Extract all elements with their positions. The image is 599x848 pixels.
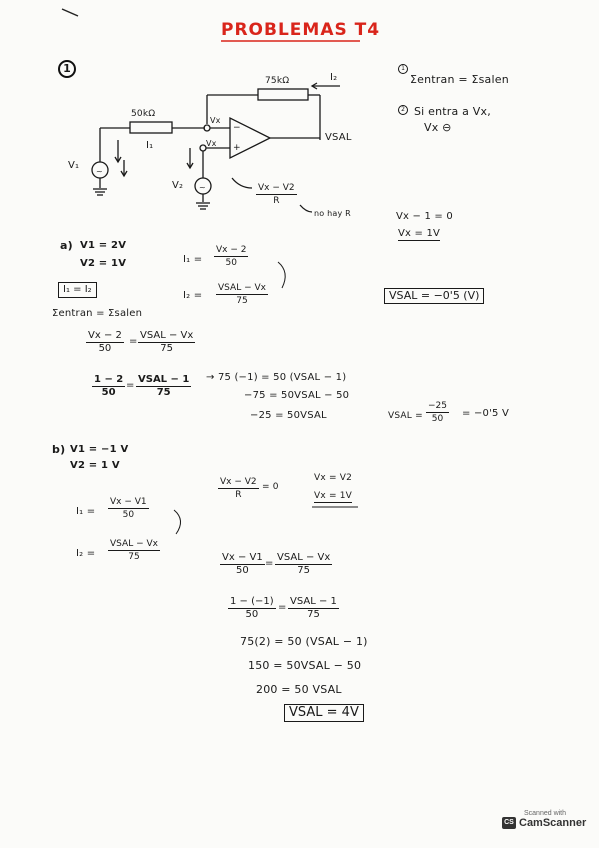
problem-number: 1 (58, 60, 76, 78)
aside-eq2: Vx = 1V (398, 228, 441, 239)
part-b-step2: 150 = 50VSAL − 50 (248, 659, 362, 672)
note2-text-a: Si entra a Vx, (414, 105, 491, 118)
part-b-eq1-lnum: Vx − V1 (222, 552, 263, 563)
part-a-eq1-lnum: Vx − 2 (88, 330, 122, 341)
scanner-brand-row (502, 817, 588, 829)
part-b-eq2-rden: 75 (307, 609, 320, 620)
note1-text: Σentran = Σsalen (410, 73, 509, 86)
label-i2: I₂ (330, 72, 338, 83)
part-b-v2: V2 = 1 V (70, 460, 120, 471)
part-b-r-eq: = 0 (262, 482, 279, 492)
svg-text:~: ~ (96, 167, 103, 176)
label-minus: − (233, 123, 241, 133)
part-a-step3: −25 = 50VSAL (250, 410, 327, 421)
aside-eq1: Vx − 1 = 0 (396, 211, 453, 222)
label-v2: V₂ (172, 180, 184, 191)
part-b-eq1-lden: 50 (235, 565, 249, 576)
label-plus: + (233, 143, 241, 153)
part-a-label: a) (60, 239, 73, 252)
note2-text-b: Vx ⊖ (424, 121, 452, 134)
part-b-eq2-lnum: 1 − (−1) (230, 596, 274, 607)
part-a-i2-lhs: I₂ = (183, 290, 203, 301)
label-vsal: VSAL (325, 132, 352, 143)
part-b-r-num: Vx − V2 (220, 477, 257, 487)
part-b-boxed-result: VSAL = 4V (284, 704, 364, 722)
part-a-eq1-rden: 75 (160, 343, 173, 354)
part-a-i1-lhs: I₁ = (183, 254, 203, 265)
part-a-v2: V2 = 1V (80, 258, 127, 269)
part-b-eq2-right (288, 596, 339, 621)
part-a-i1-den: 50 (225, 258, 237, 268)
part-b-i1-den: 50 (122, 510, 135, 520)
part-a-boxed-result: VSAL = −0'5 (V) (384, 288, 484, 304)
part-a-vsal-num: −25 (428, 401, 447, 411)
notebook-page: PROBLEMAS T4 1 ~ ~ 75kΩ I₂ 50kΩ I₁ Vx Vx − + VSAL V₁ V₂ 1 Σentran = Σsalen 2 Si entra a Vx, Vx ⊖ $\frac{Vx - V2}{R}$ no hay R Vx − 1 = 0 Vx = 1V a) V1 = 2V V2 = 1V I₁ = $\frac{Vx - 2}{50}$ I₂ = VSAL − Vx 75 I₁ = I₂ Σentran = Σsalen VSAL = −0'5 (V) $\frac{Vx - 2}{50}$ = VSAL − Vx 75 $\frac{1 - 2}{50}$ = VSAL − 1 75 → 75 (−1) = 50 (VSAL − 1) −75 = 50VSAL − 50 −25 = 50VSAL VSAL = $\frac{-25}{50}$ = −0'5 V b) V1 = −1 V V2 = 1 V I₁ = $\frac{Vx - V1}{50}$ I₂ = VSAL − Vx 75 $\frac{Vx - V2}{R}$ = 0 Vx = V2 Vx = 1V $\frac{Vx - V1}{50}$ = VSAL − Vx 75 $\frac{1 - (-1)}{50}$ = VSAL − 1 75 75(2) = 50 (VSAL − 1) 150 = 50VSAL − 50 200 = 50 VSAL VSAL = 4V Scanned with CS CamScanner (0, 0, 599, 848)
page-title: PROBLEMAS T4 (221, 20, 381, 40)
part-b-i2-num: VSAL − Vx (110, 539, 158, 549)
part-a-vsal-lhs: VSAL = (388, 411, 423, 421)
label-r-feedback: 75kΩ (265, 76, 290, 86)
aside-frac-den: R (273, 196, 280, 206)
note2-marker: 2 (398, 105, 408, 115)
label-v1: V₁ (68, 160, 80, 171)
part-b-r-den: R (235, 490, 242, 500)
part-a-i2-den: 75 (236, 296, 248, 306)
part-b-i2-lhs: I₂ = (76, 548, 96, 559)
label-i1: I₁ (146, 140, 154, 151)
part-a-eq1-rnum: VSAL − Vx (140, 330, 194, 341)
label-r-input: 50kΩ (131, 109, 156, 119)
part-b-v1: V1 = −1 V (70, 444, 129, 455)
part-a-i1-num: Vx − 2 (216, 245, 247, 255)
part-a-eq2-lden: 50 (101, 387, 116, 398)
part-b-eq1-right (275, 552, 332, 577)
label-vx: Vx (210, 116, 221, 125)
part-a-step1: → 75 (−1) = 50 (VSAL − 1) (206, 372, 347, 383)
part-a-vsal-den: 50 (431, 414, 444, 424)
aside-no-r: no hay R (314, 209, 351, 218)
part-a-eq1-lden: 50 (98, 343, 112, 354)
part-b-step3: 200 = 50 VSAL (256, 683, 342, 696)
part-b-vx-eq2: Vx = 1V (314, 491, 353, 501)
part-a-step2: −75 = 50VSAL − 50 (244, 390, 350, 401)
scanner-brand: CamScanner (519, 817, 587, 829)
part-b-eq1-left (220, 552, 265, 577)
camscanner-logo-icon: CS (502, 817, 516, 829)
part-b-i2-den: 75 (128, 552, 140, 562)
part-a-vsal-result: = −0'5 V (462, 408, 510, 419)
part-a-sum: Σentran = Σsalen (52, 308, 143, 319)
part-b-eq2-rnum: VSAL − 1 (290, 596, 337, 607)
svg-text:~: ~ (199, 183, 206, 192)
part-a-i2-num: VSAL − Vx (218, 283, 266, 293)
part-b-eq2-left (228, 596, 276, 621)
camscanner-watermark (502, 810, 588, 840)
part-b-eq2-lden: 50 (245, 609, 259, 620)
label-vx-plus: Vx (206, 139, 217, 148)
scanner-line1: Scanned with (523, 810, 567, 817)
part-b-vx-eq1: Vx = V2 (314, 473, 353, 483)
part-a-i-equal-box: I₁ = I₂ (58, 282, 97, 298)
part-b-step1: 75(2) = 50 (VSAL − 1) (240, 635, 368, 648)
note1-marker: 1 (398, 64, 408, 74)
part-b-eq1-rnum: VSAL − Vx (277, 552, 331, 563)
aside-frac-num: Vx − V2 (258, 183, 295, 193)
part-a-eq2-lnum: 1 − 2 (94, 374, 124, 385)
part-b-i1-num: Vx − V1 (110, 497, 147, 507)
part-b-eq1-rden: 75 (297, 565, 310, 576)
part-b-label: b) (52, 443, 66, 456)
part-a-eq2-rnum: VSAL − 1 (138, 374, 190, 385)
part-b-i1-lhs: I₁ = (76, 506, 96, 517)
part-a-eq2-rden: 75 (156, 387, 171, 398)
part-a-v1: V1 = 2V (80, 240, 127, 251)
